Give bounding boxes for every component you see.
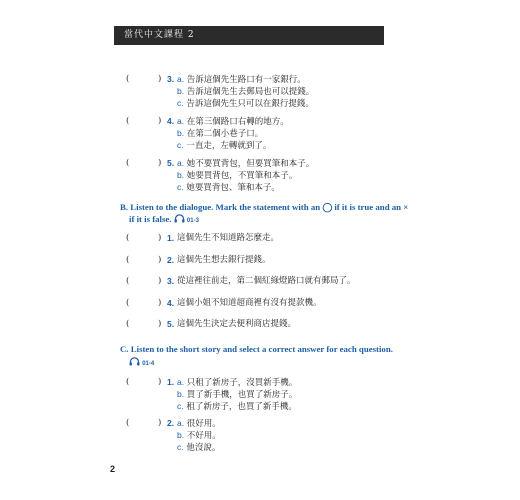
answer-paren-close: ) [158,319,162,329]
option-a: a. 只租了新房子，沒買新手機。 [177,377,298,388]
section-b-title: B. Listen to the dialogue. Mark the statement with an ◯ if it is true and an × [120,202,409,212]
answer-paren-open: ( [126,418,130,428]
question-number: 3. [167,74,175,84]
question-number: 1. [167,233,175,243]
statement-text: 這個先生不知道路怎麼走。 [177,233,280,243]
answer-paren-open: ( [126,116,130,126]
question-number: 1. [167,377,175,387]
running-header [114,26,384,45]
statement-text: 這個先生想去銀行提錢。 [177,255,271,265]
answer-paren-close: ) [158,418,162,428]
book-title: 當代中文課程 2 [124,30,195,40]
answer-paren-close: ) [158,377,162,387]
option-a: a. 她不要買背包，但要買筆和本子。 [177,158,315,169]
option-a: a. 很好用。 [177,418,221,429]
answer-paren-open: ( [126,298,130,308]
question-number: 2. [167,255,175,265]
option-b: b. 不好用。 [177,430,221,441]
answer-paren-open: ( [126,319,130,329]
question-number: 4. [167,298,175,308]
headphones-icon [174,214,185,223]
answer-paren-open: ( [126,276,130,286]
answer-paren-open: ( [126,158,130,168]
answer-paren-close: ) [158,158,162,168]
option-c: c. 她要買背包、筆和本子。 [177,182,280,193]
option-c: c. 租了新房子，也買了新手機。 [177,401,297,412]
answer-paren-open: ( [126,377,130,387]
audio-track-number: 01-3 [186,218,199,224]
question-number: 5. [167,319,175,329]
answer-paren-close: ) [158,74,162,84]
answer-paren-open: ( [126,74,130,84]
question-number: 3. [167,276,175,286]
question-number: 2. [167,418,175,428]
section-c-title: C. Listen to the short story and select a correct answer for each question. [120,344,393,354]
option-b: b. 告訴這個先生去郵局也可以提錢。 [177,86,315,97]
option-c: c. 一直走，左轉就到了。 [177,140,272,151]
answer-paren-close: ) [158,298,162,308]
page-number: 2 [110,464,116,474]
statement-text: 從這裡往前走，第二個紅綠燈路口就有郵局了。 [177,276,356,286]
option-a: a. 告訴這個先生路口有一家銀行。 [177,74,306,85]
option-b: b. 買了新手機，也買了新房子。 [177,389,298,400]
answer-paren-close: ) [158,116,162,126]
statement-text: 這個先生決定去便利商店提錢。 [177,319,297,329]
option-c: c. 告訴這個先生只可以在銀行提錢。 [177,98,314,109]
section-c-audio [129,356,154,370]
answer-paren-open: ( [126,233,130,243]
question-number: 5. [167,158,175,168]
answer-paren-open: ( [126,255,130,265]
option-c: c. 他沒說。 [177,442,221,453]
answer-paren-close: ) [158,276,162,286]
option-a: a. 在第三個路口右轉的地方。 [177,116,289,127]
answer-paren-close: ) [158,255,162,265]
question-number: 4. [167,116,175,126]
section-b-title-line2: if it is false. 01-3 [129,214,199,224]
audio-track-number: 01-4 [142,361,155,367]
headphones-icon [129,357,140,366]
statement-text: 這個小姐不知道超商裡有沒有提款機。 [177,298,322,308]
option-b: b. 在第二個小巷子口。 [177,128,264,139]
option-b: b. 她要買背包，不買筆和本子。 [177,170,298,181]
answer-paren-close: ) [158,233,162,243]
